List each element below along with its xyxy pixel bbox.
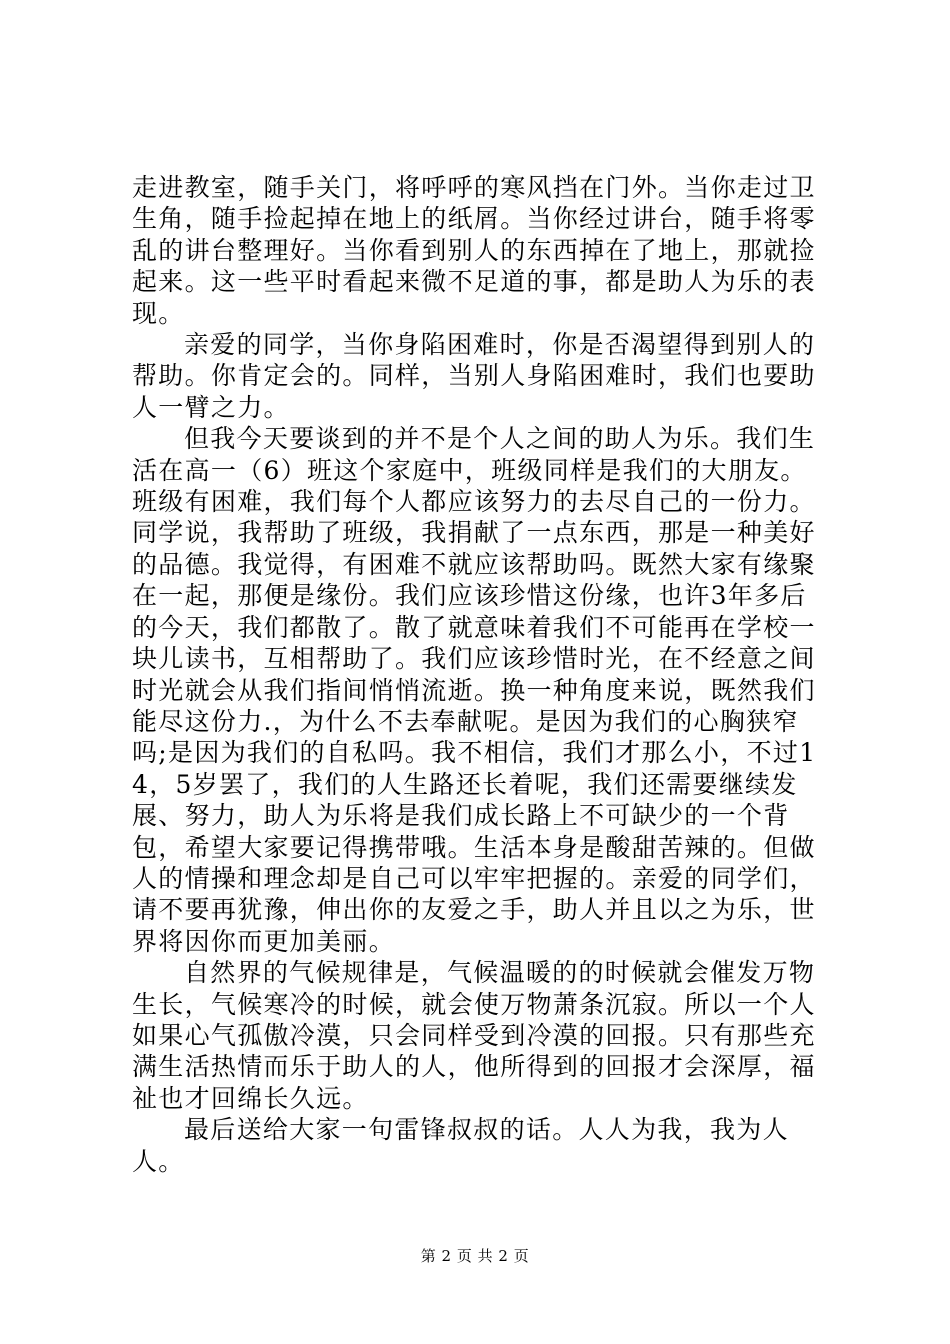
document-body (132, 172, 832, 1177)
paragraph-2: 亲爱的同学，当你身陷困难时，你是否渴望得到别人的帮助。你肯定会的。同样，当别人身陷困难时，我们也要助人一臂之力。 (132, 330, 816, 422)
paragraph-3: 但我今天要谈到的并不是个人之间的助人为乐。我们生活在高一（6）班这个家庭中，班级同样是我们的大朋友。班级有困难，我们每个人都应该努力的去尽自己的一份力。同学说，我帮助了班级，我捐献了一点东西，那是一种美好的品德。我觉得，有困难不就应该帮助吗。既然大家有缘聚在一起，那便是缘份。我们应该珍惜这份缘，也许3年多后的今天，我们都散了。散了就意味着我们不可能再在学校一块儿读书，互相帮助了。我们应该珍惜时光，在不经意之间时光就会从我们指间悄悄流逝。换一种角度来说，既然我们能尽这份力.，为什么不去奉献呢。是因为我们的心胸狭窄吗;是因为我们的自私吗。我不相信，我们才那么小，不过14，5岁罢了，我们的人生路还长着呢，我们还需要继续发展、努力，助人为乐将是我们成长路上不可缺少的一个背包，希望大家要记得携带哦。生活本身是酸甜苦辣的。但做人的情操和理念却是自己可以牢牢把握的。亲爱的同学们，请不要再犹豫，伸出你的友爱之手，助人并且以之为乐，世界将因你而更加美丽。 (132, 424, 817, 956)
paragraph-4: 自然界的气候规律是，气候温暖的的时候就会催发万物生长，气候寒冷的时候，就会使万物萧条沉寂。所以一个人如果心气孤傲冷漠，只会同样受到冷漠的回报。只有那些充满生活热情而乐于助人的人，他所得到的回报才会深厚，福祉也才回绵长久远。 (132, 958, 816, 1113)
paragraph-1: 走进教室，随手关门，将呼呼的寒风挡在门外。当你走过卫生角，随手捡起掉在地上的纸屑。当你经过讲台，随手将零乱的讲台整理好。当你看到别人的东西掉在了地上，那就捡起来。这一些平时看起来微不足道的事，都是助人为乐的表现。 (132, 173, 816, 328)
paragraph-5: 最后送给大家一句雷锋叔叔的话。人人为我，我为人人。 (132, 1115, 789, 1176)
page-number-footer: 第 2 页 共 2 页 (420, 1247, 530, 1265)
